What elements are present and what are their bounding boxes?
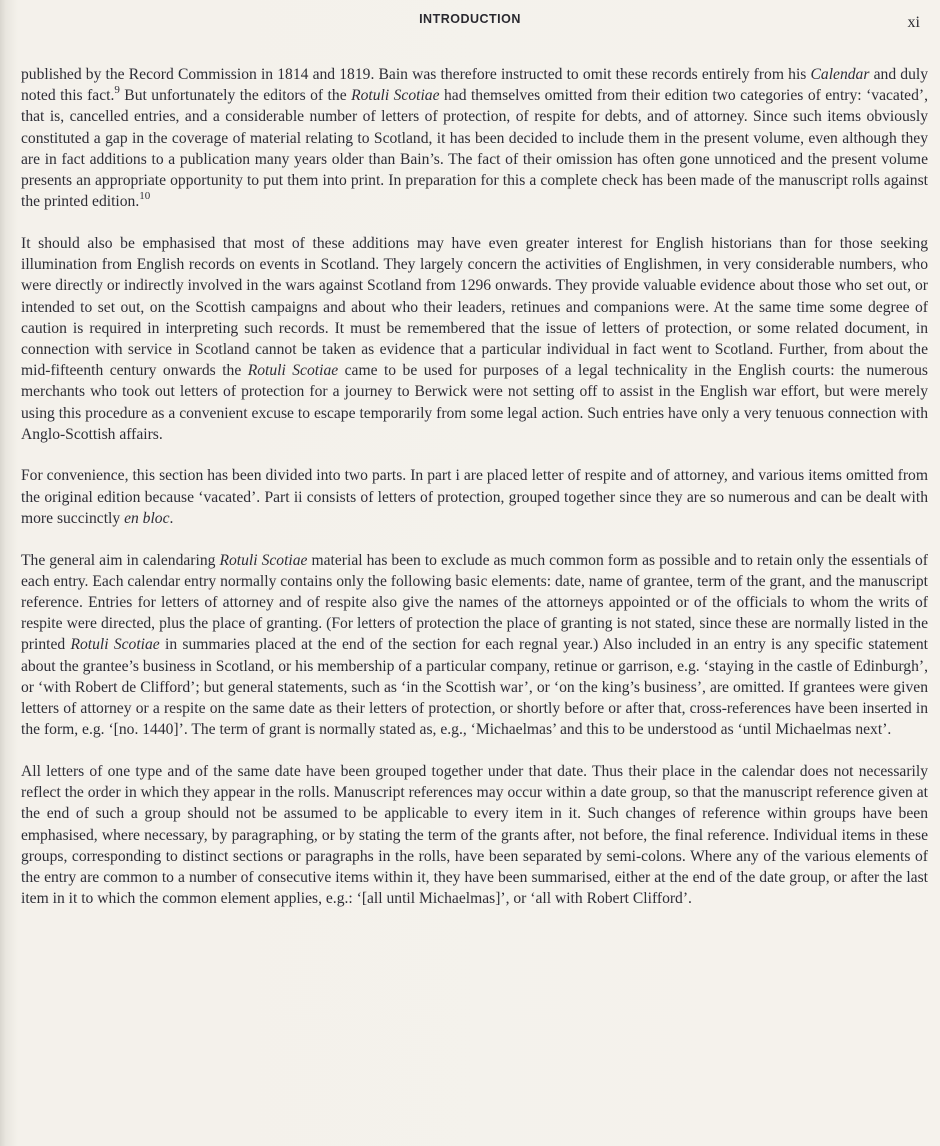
page-number: xi [907,14,920,31]
paragraph-1-text-d: had themselves omitted from their edition two categories of entry: ‘vacated’, that is, cancelled entries, and a considerable number of letters of protection, of respite for debts, and of attorney. Since such items obviously constituted a gap in the coverage of material relating to Scotland, it has been decided to include them in the present volume, even although they are in fact additions to a publication many years older than Bain’s. The fact of their omission has often gone unnoticed and the present volume presents an appropriate opportunity to put them into print. In preparation for this a complete check has been made of the manuscript rolls against the printed edition. [21,87,928,211]
paragraph-1-text-c: But unfortunately the editors of the [119,87,352,105]
paragraph-4-text-b: material has been to exclude as much common form as possible and to retain only the essentials of each entry. Each calendar entry normally contains only the following basic elements: date, name of grantee, term of the grant, and the manuscript reference. Entries for letters of attorney and of respite also give the names of the attorneys appointed or of the officials to whom the writs of respite were directed, plus the place of granting. (For letters of protection the place of granting is not stated, since these are normally listed in the printed [21,551,928,654]
paragraph-2 [21,233,928,445]
paragraph-5-text-a: All letters of one type and of the same date have been grouped together under that date. Thus their place in the calendar does not necessarily reflect the order in which they appear in the rolls. Manuscript references may occur within a date group, so that the manuscript reference given at the end of such a group should not be assumed to be applicable to every item in it. Such changes of reference within groups have been emphasised, where necessary, by paragraphing, or by stating the term of the grants after, not before, the final reference. Individual items in these groups, corresponding to distinct sections or paragraphs in the rolls, have been separated by semi-colons. Where any of the various elements of the entry are common to a number of consecutive items within it, they have been summarised, either at the end of the date group, or after the last item in it to which the common element applies, e.g.: ‘[all until Michaelmas]’, or ‘all with Robert Clifford’. [21,762,928,908]
rotuli-scotiae-italic: Rotuli Scotiae [70,636,160,654]
calendar-title-italic: Calendar [810,66,870,83]
paragraph-4-text-a: The general aim in calendaring [21,551,220,569]
paragraph-3-text-b: . [169,509,174,527]
paragraph-3 [21,465,928,529]
en-bloc-italic: en bloc [124,509,170,527]
paragraph-1-text-b: and duly noted this fact. [21,66,928,105]
paragraph-3-text-a: For convenience, this section has been divided into two parts. In part i are placed letter of respite and of attorney, and various items omitted from the original edition because ‘vacated’. Part ii consists of letters of protection, grouped together since they are so numerous and can be dealt with more succinctly [21,467,928,527]
paragraph-2-text-b: came to be used for purposes of a legal technicality in the English courts: the numerous merchants who took out letters of protection for a journey to Berwick were not setting off to assist in the English war effort, but were merely using this procedure as a convenient excuse to escape temporarily from some legal action. Such entries have only a very tenuous connection with Anglo-Scottish affairs. [21,362,929,443]
rotuli-scotiae-italic: Rotuli Scotiae [351,87,440,105]
paragraph-2-text-a: It should also be emphasised that most of these additions may have even greater interest for English historians than for those seeking illumination from English records on events in Scotland. They largely concern the activities of Englishmen, in very considerable numbers, who were directly or indirectly involved in the wars against Scotland from 1296 onwards. They provide valuable evidence about those who set out, or intended to set out, on the Scottish campaigns and about who their leaders, retinues and companions were. At the same time some degree of caution is required in interpreting such records. It must be remembered that the issue of letters of protection, or some related document, in connection with service in Scotland cannot be taken as evidence that a particular individual in fact went to Scotland. Further, from about the mid-fifteenth century onwards the [21,234,928,380]
body-text [21,64,928,909]
paragraph-1 [21,64,928,212]
footnote-ref-10: 10 [139,190,151,203]
paragraph-5 [21,761,928,909]
rotuli-scotiae-italic: Rotuli Scotiae [247,362,339,380]
paragraph-4-text-c: in summaries placed at the end of the section for each regnal year.) Also included in an entry is any specific statement about the grantee’s business in Scotland, or his membership of a particular company, retinue or garrison, e.g. ‘staying in the castle of Edinburgh’, or ‘with Robert de Clifford’; but general statements, such as ‘in the Scottish war’, or ‘on the king’s business’, are omitted. If grantees were given letters of attorney or a respite on the same date as their letters of protection, or shortly before or after that, cross-references have been inserted in the form, e.g. ‘[no. 1440]’. The term of grant is normally stated as, e.g., ‘Michaelmas’ and this to be understood as ‘until Michaelmas next’. [21,636,928,739]
paragraph-1-text-a: published by the Record Commission in 1814 and 1819. Bain was therefore instructed to omit these records entirely from his [21,66,811,83]
rotuli-scotiae-italic: Rotuli Scotiae [219,551,308,569]
paragraph-4 [21,550,928,741]
running-title: INTRODUCTION [419,12,521,26]
running-head [0,12,940,32]
footnote-ref-9: 9 [114,84,120,97]
